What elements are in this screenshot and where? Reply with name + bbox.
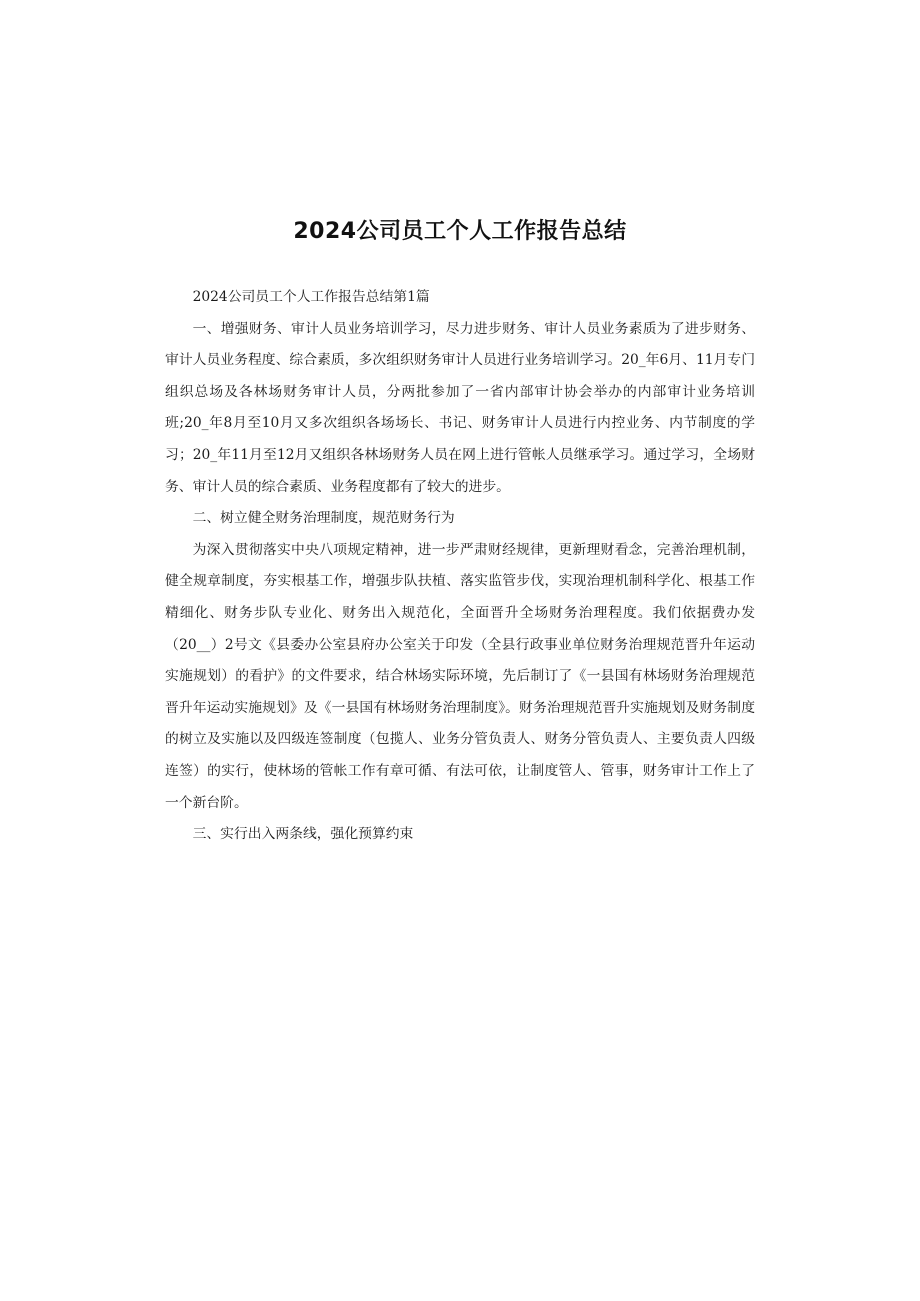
document-title: 2024公司员工个人工作报告总结 [293,219,627,244]
section-heading-2: 二、树立健全财务治理制度，规范财务行为 [192,510,455,527]
section-heading-part-1: 2024公司员工个人工作报告总结第1篇 [192,289,430,305]
paragraph-financial-management: 为深入贯彻落实中央八项规定精神，进一步严肃财经规律，更新理财看念，完善治理机制，健全规章制度，夯实根基工作，增强步队扶植、落实监管步伐，实现治理机制科学化、根基工作精细化、财务步队专业化、财务出入规范化，全面晋升全场财务治理程度。我们依据费办发（20__）2号文《县委办公室县府办公室关于印发（全县行政事业单位财务治理规范晋升年运动实施规划）的看护》的文件要求，结合林场实际环境，先后制订了《一县国有林场财务治理规范晋升年运动实施规划》及《一县国有林场财务治理制度》。财务治理规范晋升实施规划及财务制度的树立及实施以及四级连签制度（包揽人、业务分管负责人、财务分管负责人、主要负责人四级连签）的实行，使林场的管帐工作有章可循、有法可依，让制度管人、管事，财务审计工作上了一个新台阶。 [165,541,755,811]
section-heading-3: 三、实行出入两条线，强化预算约束 [192,826,414,843]
document-body [165,282,755,851]
paragraph-training: 一、增强财务、审计人员业务培训学习，尽力进步财务、审计人员业务素质为了进步财务、审计人员业务程度、综合素质，多次组织财务审计人员进行业务培训学习。20_年6月、11月专门组织总场及各林场财务审计人员，分两批参加了一省内部审计协会举办的内部审计业务培训班;20_年8月至10月又多次组织各场场长、书记、财务审计人员进行内控业务、内节制度的学习；20_年11月至12月又组织各林场财务人员在网上进行管帐人员继承学习。通过学习，全场财务、审计人员的综合素质、业务程度都有了较大的进步。 [165,320,755,495]
